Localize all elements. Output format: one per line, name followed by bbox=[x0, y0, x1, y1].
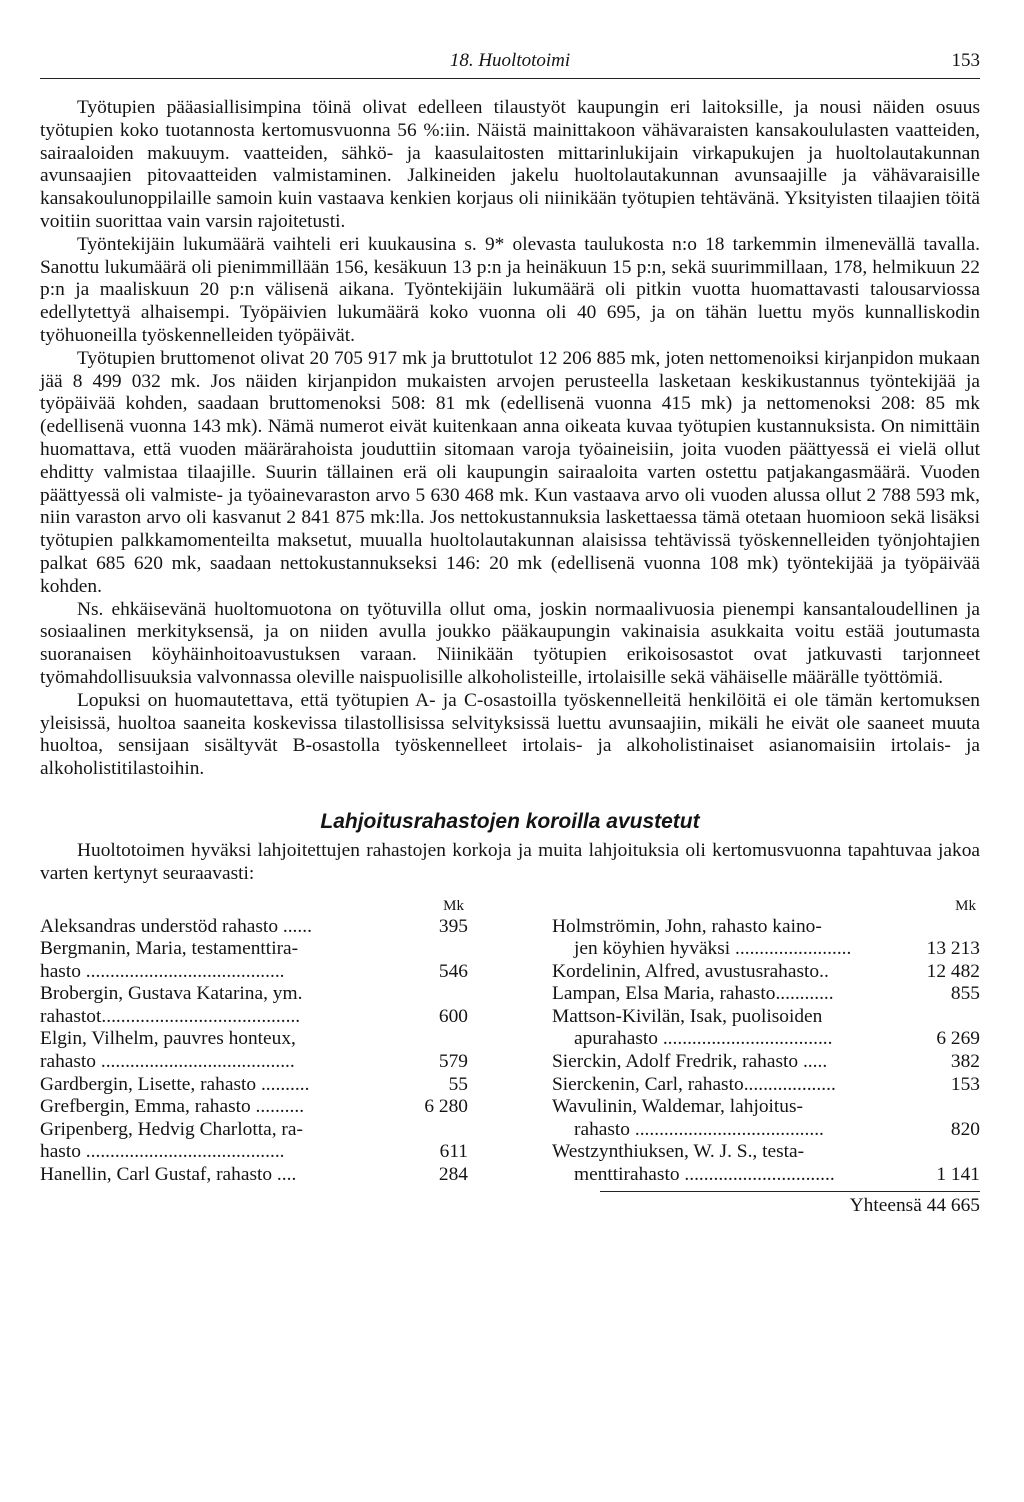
fund-name: Elgin, Vilhelm, pauvres honteux, bbox=[40, 1028, 296, 1050]
section-intro: Huoltotoimen hyväksi lahjoitettujen rahastojen korkoja ja muita lahjoituksia oli kertomusvuonna tapahtuvaa jakoa varten kertynyt seuraavasti: bbox=[40, 839, 980, 884]
fund-row bbox=[40, 1164, 468, 1187]
fund-name: rahastot......................................... bbox=[40, 1005, 301, 1027]
fund-amount: 855 bbox=[950, 983, 980, 1005]
fund-row bbox=[40, 1119, 468, 1142]
fund-row bbox=[552, 1028, 980, 1051]
paragraph: Työtupien bruttomenot olivat 20 705 917 mk ja bruttotulot 12 206 885 mk, joten nettomenoiksi kirjanpidon mukaan jää 8 499 032 mk. Jos näiden kirjanpidon mukaisten arvojen perusteella lasketaan keskikustannus työntekijää ja työpäivää kohden, saadaan bruttomenoksi 508: 81 mk (edellisenä vuonna 415 mk) ja nettomenoksi 208: 85 mk (edellisenä vuonna 143 mk). Nämä numerot eivät kuitenkaan anna oikeata kuvaa työtupien kustannuksista. On nimittäin huomattava, että vuoden määrärahoista jouduttiin sitomaan varoja työaineisiin, joita vuoden päättyessä ei vielä ollut ehditty valmistaa tilaajille. Suurin tällainen erä oli kaupungin sairaaloita varten ostettu patjakangasmäärä. Vuoden päättyessä oli valmiste- ja työainevaraston arvo 5 630 468 mk. Kun vastaava arvo oli vuoden alussa ollut 2 788 593 mk, niin varaston arvo oli kasvanut 2 841 875 mk:lla. Jos nettokustannuksia laskettaessa tämä otetaan huomioon sekä lisäksi työtupien palkkamomenteilta maksetut, muualla huoltolautakunnan alaisissa tehtävissä työskennelleiden työnjohtajien palkat 685 620 mk, saadaan nettokustannukseksi 146: 20 mk (edellisenä vuonna 108 mk) työntekijää ja työpäivää kohden. bbox=[40, 347, 980, 597]
fund-amount: 382 bbox=[950, 1051, 980, 1073]
fund-amount: 546 bbox=[438, 960, 468, 982]
fund-amount: 1 141 bbox=[936, 1164, 980, 1186]
fund-row bbox=[40, 1051, 468, 1074]
fund-row bbox=[40, 938, 468, 961]
fund-row bbox=[40, 916, 468, 939]
fund-name: Wavulinin, Waldemar, lahjoitus- bbox=[552, 1096, 803, 1118]
fund-amount: 820 bbox=[950, 1118, 980, 1140]
section-intro-block bbox=[40, 840, 980, 886]
fund-name: Sierckin, Adolf Fredrik, rahasto ..... bbox=[552, 1051, 828, 1073]
fund-name: rahasto ....................................... bbox=[574, 1118, 824, 1140]
paragraph: Lopuksi on huomautettava, että työtupien A- ja C-osastoilla työskennelleitä henkilöitä ei ole tämän kertomuksen yleisissä, huoltoa saaneita koskevissa tilastollisissa selvityksissä luettu avunsaajiin, mikäli he eivät ole saaneet muuta huoltoa, sensijaan sisältyvät B-osastolla työskennelleet irtolais- ja alkoholistinaiset asianomaisiin irtolais- ja alkoholistitilastoihin. bbox=[40, 689, 980, 780]
fund-name: Brobergin, Gustava Katarina, ym. bbox=[40, 983, 303, 1005]
fund-column-right bbox=[552, 896, 980, 1187]
column-unit-label: Mk bbox=[443, 897, 464, 914]
fund-amount: 600 bbox=[438, 1005, 468, 1027]
fund-amount: 611 bbox=[439, 1141, 468, 1163]
fund-column-left bbox=[40, 896, 468, 1187]
fund-name: Westzynthiuksen, W. J. S., testa- bbox=[552, 1141, 805, 1163]
fund-row bbox=[40, 1096, 468, 1119]
fund-row bbox=[552, 983, 980, 1006]
fund-row bbox=[40, 1074, 468, 1097]
paragraph: Työntekijäin lukumäärä vaihteli eri kuukausina s. 9* olevasta taulukosta n:o 18 tarkemmin ilmenevällä tavalla. Sanottu lukumäärä oli pienimmillään 156, kesäkuun 13 p:n ja heinäkuun 15 p:n, sekä suurimmillaan, 178, helmikuun 22 p:n ja maaliskuun 20 p:n välisenä aikana. Työntekijäin lukumäärä oli pitkin vuotta huomattavasti talousarviossa edellytettyä alhaisempi. Työpäivien lukumäärä koko vuonna oli 40 695, ja on tähän luettu myös kunnalliskodin työhuoneilla työskennelleiden työpäivät. bbox=[40, 233, 980, 346]
fund-list bbox=[40, 896, 980, 1187]
fund-amount: 6 269 bbox=[936, 1028, 980, 1050]
section-heading: Lahjoitusrahastojen koroilla avustetut bbox=[320, 809, 700, 833]
fund-row bbox=[552, 1074, 980, 1097]
fund-name: Mattson-Kivilän, Isak, puolisoiden bbox=[552, 1005, 823, 1027]
fund-name: Bergmanin, Maria, testamenttira- bbox=[40, 938, 299, 960]
fund-name: jen köyhien hyväksi ........................ bbox=[574, 938, 852, 960]
chapter-title: 18. Huoltotoimi bbox=[449, 50, 571, 71]
fund-name: apurahasto ................................... bbox=[574, 1028, 833, 1050]
paragraph: Ns. ehkäisevänä huoltomuotona on työtuvilla ollut oma, joskin normaalivuosia pienempi kansantaloudellinen ja sosiaalinen merkityksensä, ja on niiden avulla joukko pääkaupungin vakinaisia asukkaita voitu estää joutumasta suoranaisen köyhäinhoitoavustuksen varaan. Niinikään työtupien erikoisosastot ovat jatkuvasti tarjonneet työmahdollisuuksia valvonnassa oleville naispuolisille alkoholisteille, irtolaisille sekä vähäiselle määrälle työttömiä. bbox=[40, 598, 980, 688]
fund-name: Hanellin, Carl Gustaf, rahasto .... bbox=[40, 1164, 297, 1186]
fund-row bbox=[552, 1051, 980, 1074]
fund-name: Holmströmin, John, rahasto kaino- bbox=[552, 915, 822, 937]
fund-name: rahasto ........................................ bbox=[40, 1051, 295, 1073]
fund-row bbox=[552, 938, 980, 961]
fund-row bbox=[552, 1141, 980, 1164]
fund-amount: 579 bbox=[438, 1051, 468, 1073]
fund-name: menttirahasto ............................... bbox=[574, 1164, 835, 1186]
fund-name: hasto ......................................... bbox=[40, 1141, 285, 1163]
fund-name: Gardbergin, Lisette, rahasto .......... bbox=[40, 1073, 310, 1095]
fund-amount: 13 213 bbox=[926, 938, 980, 960]
fund-amount: 153 bbox=[950, 1073, 980, 1095]
fund-amount: 12 482 bbox=[926, 960, 980, 982]
fund-name: Aleksandras understöd rahasto ...... bbox=[40, 915, 312, 937]
fund-amount: 6 280 bbox=[424, 1096, 468, 1118]
fund-amount: 55 bbox=[448, 1073, 468, 1095]
fund-row bbox=[552, 1164, 980, 1187]
fund-name: hasto ......................................... bbox=[40, 960, 285, 982]
document-page bbox=[40, 48, 980, 1218]
fund-row bbox=[40, 983, 468, 1006]
page-number: 153 bbox=[951, 50, 980, 71]
fund-name: Sierckenin, Carl, rahasto................... bbox=[552, 1073, 836, 1095]
fund-row bbox=[40, 961, 468, 984]
fund-name: Gripenberg, Hedvig Charlotta, ra- bbox=[40, 1118, 303, 1140]
fund-total: Yhteensä 44 665 bbox=[600, 1191, 980, 1218]
paragraph: Työtupien pääasiallisimpina töinä olivat edelleen tilaustyöt kaupungin eri laitoksille, ja nousi näiden osuus työtupien koko tuotannosta kertomusvuonna 56 %:iin. Näistä mainittakoon vähävaraisten kansakoululasten vaatteiden, sairaaloiden makuuym. vaatteiden, sähkö- ja kaasulaitosten mittarinlukijain virkapukujen ja huoltolautakunnan avunsaajien pitovaatteiden valmistaminen. Jalkineiden jakelu huoltolautakunnan avunsaajille ja vähävaraisille kansakoulunoppilaille samoin kuin vastaava kenkien korjaus oli niinikään työtupien tehtävänä. Yksityisten tilaajien töitä voitiin suorittaa vain varsin rajoitetusti. bbox=[40, 97, 980, 232]
body-text bbox=[40, 97, 980, 781]
column-unit-label: Mk bbox=[955, 897, 976, 914]
fund-name: Grefbergin, Emma, rahasto .......... bbox=[40, 1096, 305, 1118]
fund-amount: 284 bbox=[438, 1164, 468, 1186]
fund-row bbox=[552, 916, 980, 939]
fund-row bbox=[552, 1096, 980, 1119]
fund-row bbox=[552, 961, 980, 984]
running-header bbox=[40, 48, 980, 79]
fund-amount: 395 bbox=[438, 915, 468, 937]
fund-row bbox=[40, 1028, 468, 1051]
fund-row bbox=[40, 1141, 468, 1164]
fund-name: Lampan, Elsa Maria, rahasto............ bbox=[552, 983, 834, 1005]
fund-row bbox=[40, 1006, 468, 1029]
fund-row bbox=[552, 1119, 980, 1142]
fund-row bbox=[552, 1006, 980, 1029]
fund-name: Kordelinin, Alfred, avustusrahasto.. bbox=[552, 960, 829, 982]
